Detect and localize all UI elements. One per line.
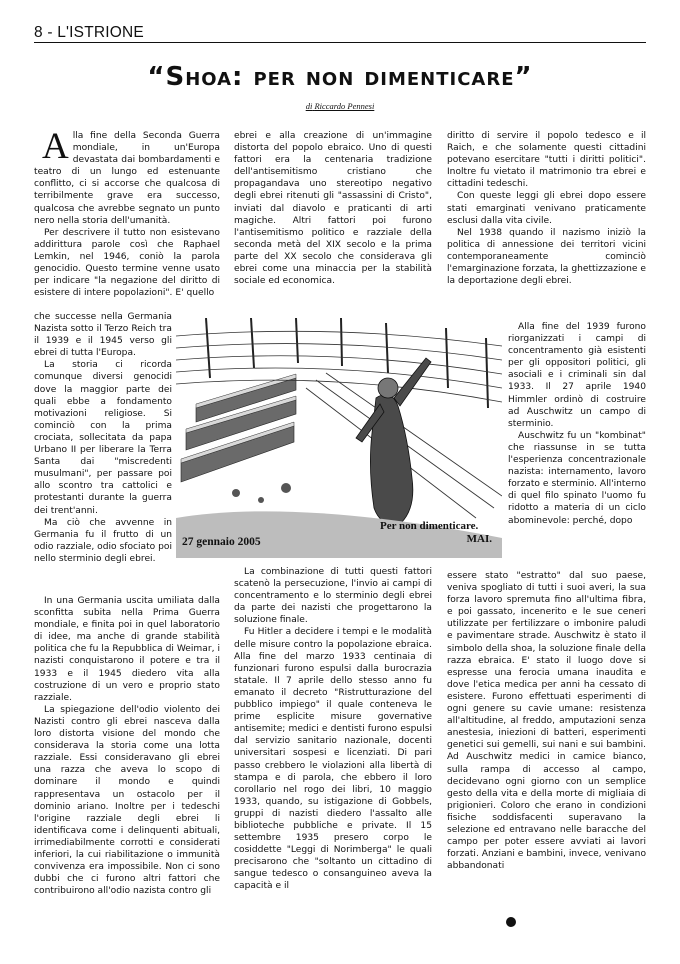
paragraph: diritto di servire il popolo tedesco e il Raich, e che solamente questi cittadini potevano esercitare "tutti i diritti politici". Inoltre fu vietato il matrimonio tra ebrei e cittadini tedeschi.	[447, 131, 646, 190]
illustration-message	[380, 520, 492, 545]
paragraph: La storia ci ricorda comunque diversi genocidi dove la maggior parte dei quali ebbe a fondamento motivazioni religiose. Si cominciò con la prima crociata, sollecitata da papa Urbano II per liberare la Terra Santa dai "miscredenti musulmani", per passare poi allo scontro tra cattolici e protestanti durante la guerra dei trent'anni.	[34, 360, 172, 516]
dot-icon	[506, 917, 516, 927]
paragraph: che successe nella Germania Nazista sotto il Terzo Reich tra il 1939 e il 1945 verso gli ebrei di tutta l'Europa.	[34, 312, 172, 359]
paragraph: Alla fine del 1939 furono riorganizzati i campi di concentramento già esistenti per gli oppositori politici, gli asociali e i criminali sin dal 1933. Il 27 aprile 1940 Himmler ordinò di costruire ad Auschwitz un campo di sterminio.	[508, 322, 646, 429]
paragraph: essere stato "estratto" dal suo paese, veniva spogliato di tutti i suoi averi, la sua forza lavoro spremuta fino all'ultima fibra, e poi gassato, incenerito e le sue ceneri utilizzate per fertilizzare o imbonire paludi e pavimentare strade. Auschwitz è stato il simbolo della shoa, la soluzione finale della razza ebraica. E' stato il luogo dove si espresse una ferocia umana inaudita e dove l'etica medica per anni ha cessato di esistere. Furono effettuati esperimenti di ogni genere su cavie umane: resistenza all'altitudine, al freddo, amputazioni senza anestesia, iniezioni di batteri, esperimenti genetici sui gemelli, sui nani e sui bambini. Ad Auschwitz medici in camice bianco, sulla rampa di accesso al campo, decidevano ogni giorno con un semplice gesto della vita e della morte di migliaia di prigionieri. Coloro che erano in condizioni fisiche soddisfacenti superavano la selezione ed entravano nelle baracche del campo per poter essere avviati ai lavori forzati. Anziani e bambini, invece, venivano abbandonati	[447, 571, 647, 872]
illustration-message-line2: MAI.	[466, 533, 492, 545]
column-1-middle	[34, 311, 172, 565]
column-1-top	[34, 126, 220, 299]
byline	[0, 101, 680, 111]
page-header-text: 8 - L'ISTRIONE	[34, 24, 144, 41]
paragraph: Nel 1938 quando il nazismo iniziò la politica di annessione dei territori vicini contemporaneamente cominciò l'emarginazione forzata, la ghettizzazione e la deportazione degli ebrei.	[447, 227, 646, 287]
column-3-top	[447, 130, 646, 287]
paragraph: La spiegazione dell'odio violento dei Nazisti contro gli ebrei nasceva dalla loro distorta visione del mondo che considerava la storia come una lotta razziale. Essi consideravano gli ebrei una razza che aveva lo scopo di dominare il mondo e quindi rappresentava un ostacolo per il dominio ariano. Inoltre per i tedeschi l'origine razziale degli ebrei li identificava come i delinquenti abituali, irrimediabilmente corrotti e considerati inferiori, la cui riabilitazione o immunità convivenza era impossibile. Non ci sono dubbi che ci furono altri fattori che contribuirono all'odio nazista contro gli	[34, 704, 220, 897]
byline-text: di Riccardo Pennesi	[305, 101, 375, 111]
paragraph: ebrei e alla creazione di un'immagine distorta del popolo ebraico. Uno di questi fattori era la centenaria tradizione dell'antisemitismo cristiano che propagandava uno stereotipo negativo degli ebrei ritenuti gli "assassini di Cristo", inviati dal diavolo e praticanti di arti magiche. Altri fattori poi furono l'antisemitismo politico e razziale della seconda metà del XIX secolo e la prima parte del XX secolo che considerava gli ebrei come una minaccia per la stabilità sociale ed economica.	[234, 131, 432, 287]
paragraph: Per descrivere il tutto non esistevano addirittura parole così che Raphael Lemkin, nel 1946, coniò la parola genocidio. Questo termine venne usato per indicare "la negazione del diritto di esistere di intere popolazioni". E' quello	[34, 227, 220, 299]
column-3-middle	[508, 321, 646, 527]
illustration-message-line1: Per non dimenticare.	[380, 520, 479, 532]
column-2-bottom	[234, 566, 432, 893]
paragraph: La combinazione di tutti questi fattori scatenò la persecuzione, l'invio ai campi di concentramento e lo sterminio degli ebrei da parte dei nazisti che progettarono la soluzione finale.	[234, 567, 432, 626]
paragraph: In una Germania uscita umiliata dalla sconfitta subita nella Prima Guerra mondiale, e finita poi in quel laboratorio di idee, ma anche di grande stabilità politica che fu la Repubblica di Weimar, i nazisti conquistarono il potere e tra il 1933 e il 1945 diedero vita alla costruzione di un vero e proprio stato razziale.	[34, 596, 220, 703]
paragraph: Fu Hitler a decidere i tempi e le modalità delle misure contro la popolazione ebraica. Alla fine del marzo 1933 centinaia di funzionari furono espulsi dalla burocrazia statale. Il 7 aprile dello stesso anno fu emanato il decreto "Ristrutturazione del pubblico impiego" il quale conteneva le prime esplicite misure governative antisemite; medici e dentisti furono espulsi dal servizio sanitario nazionale, docenti universitari sospesi e licenziati. Di pari passo crebbero le violazioni alla libertà di stampa e di parola, che ebbero il loro corollario nel rogo dei libri, 10 maggio 1933, quando, su istigazione di Gobbels, gruppi di nazisti diedero l'assalto alle biblioteche pubbliche e private. Il 15 settembre 1935 presero corpo le cosiddette "Leggi di Norimberga" le quali precisarono che "soltanto un cittadino di sangue tedesco o consanguineo aveva la capacità e il	[234, 627, 432, 892]
column-3-bottom	[447, 570, 646, 872]
paragraph: Ma ciò che avvenne in Germania fu il frutto di un odio razziale, odio sfociato poi nello sterminio degli ebrei.	[34, 517, 172, 564]
article-title: “Shoa: per non dimenticare”	[147, 62, 533, 92]
illustration-date-caption: 27 gennaio 2005	[182, 536, 261, 548]
drop-cap: A	[42, 126, 69, 167]
paragraph: Auschwitz fu un "kombinat" che riassunse in se tutta l'esperienza concentrazionale nazista: internamento, lavoro forzato e sterminio. All'interno di quel filo spinato l'uomo fu ridotto a materia di un ciclo abominevole: perché, dopo	[508, 430, 646, 526]
paragraph: Alla fine della Seconda Guerra mondiale, in un'Europa devastata dai bombardamenti e teatro di un lungo ed estenuante conflitto, ci si accorse che qualcosa di terribilmente grave era successo, qualcosa che avrebbe segnato un punto nero nella storia dell'umanità.	[34, 126, 220, 226]
page-header	[34, 22, 646, 43]
column-2-top	[234, 130, 432, 287]
paragraph: Con queste leggi gli ebrei dopo essere stati emarginati venivano praticamente esclusi dalla vita civile.	[447, 191, 646, 226]
column-1-bottom	[34, 595, 220, 897]
